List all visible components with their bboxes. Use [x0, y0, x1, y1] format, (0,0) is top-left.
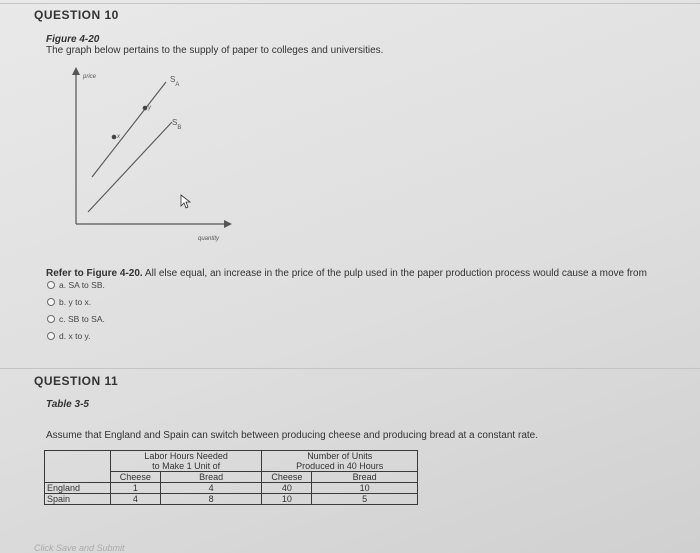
production-table [44, 450, 418, 505]
option-letter: d. [59, 331, 67, 341]
hours-cheese-cell: 4 [110, 494, 160, 505]
units-produced-header-line-1: Number of Units [307, 451, 373, 461]
option-text: y to x. [68, 297, 92, 307]
radio-button[interactable] [47, 332, 55, 340]
x-axis-arrow [224, 220, 232, 228]
question-10-header: QUESTION 10 [34, 8, 119, 22]
radio-button[interactable] [47, 315, 55, 323]
point-y-label: y [148, 105, 151, 111]
hours-bread-cell: 8 [160, 494, 262, 505]
col-bread-hours: Bread [160, 472, 262, 483]
supply-curve-a [92, 82, 166, 177]
option-b[interactable] [47, 296, 105, 308]
footer-link[interactable]: Click Save and Submit [34, 543, 125, 553]
labor-hours-header [110, 451, 262, 472]
supply-graph [58, 62, 248, 247]
y-axis-label: price [83, 74, 97, 80]
supply-curve-b [88, 122, 172, 212]
y-axis-arrow [72, 67, 80, 75]
option-letter: a. [59, 280, 67, 290]
col-cheese-units: Cheese [262, 472, 312, 483]
radio-button[interactable] [47, 298, 55, 306]
question-10-options [47, 279, 105, 342]
x-axis-label: quantity [198, 236, 220, 242]
question-10-body: All else equal, an increase in the price of the pulp used in the paper production process would cause a move from [142, 268, 647, 279]
point-y [143, 106, 148, 111]
table-row [45, 483, 418, 494]
empty-header-cell [45, 451, 111, 483]
option-c[interactable] [47, 313, 105, 325]
curve-b-label: $S_B$ [172, 118, 182, 131]
curve-a-label: $S_A$ [170, 75, 180, 88]
figure-caption: The graph below pertains to the supply of paper to colleges and universities. [46, 45, 384, 56]
table-title: Table 3-5 [46, 399, 89, 410]
country-cell: England [45, 483, 111, 494]
option-a[interactable] [47, 279, 105, 291]
col-bread-units: Bread [312, 472, 418, 483]
units-bread-cell: 10 [312, 483, 418, 494]
table-header-row [45, 451, 418, 472]
labor-hours-header-line-2: to Make 1 Unit of [152, 461, 221, 471]
option-d[interactable] [47, 330, 105, 342]
hours-bread-cell: 4 [160, 483, 262, 494]
option-text: SA to SB. [68, 280, 105, 290]
radio-button[interactable] [47, 281, 55, 289]
units-produced-header [262, 451, 418, 472]
question-10-text [46, 268, 647, 279]
country-cell: Spain [45, 494, 111, 505]
table-row [45, 494, 418, 505]
hours-cheese-cell: 1 [110, 483, 160, 494]
figure-title: Figure 4-20 [46, 34, 100, 45]
point-x-label: x [117, 134, 120, 140]
point-x [112, 135, 117, 140]
units-cheese-cell: 10 [262, 494, 312, 505]
units-produced-header-line-2: Produced in 40 Hours [296, 461, 384, 471]
option-letter: c. [59, 314, 66, 324]
option-text: x to y. [68, 331, 91, 341]
option-letter: b. [59, 297, 67, 307]
option-text: SB to SA. [68, 314, 105, 324]
question-divider [0, 368, 700, 369]
col-cheese-hours: Cheese [110, 472, 160, 483]
units-cheese-cell: 40 [262, 483, 312, 494]
top-divider [0, 3, 700, 4]
question-11-prompt: Assume that England and Spain can switch between producing cheese and producing bread at a constant rate. [46, 430, 538, 441]
labor-hours-header-line-1: Labor Hours Needed [144, 451, 228, 461]
mouse-cursor-icon [181, 195, 190, 208]
question-11-header: QUESTION 11 [34, 374, 119, 388]
question-10-ref: Refer to Figure 4-20. [46, 268, 143, 279]
units-bread-cell: 5 [312, 494, 418, 505]
